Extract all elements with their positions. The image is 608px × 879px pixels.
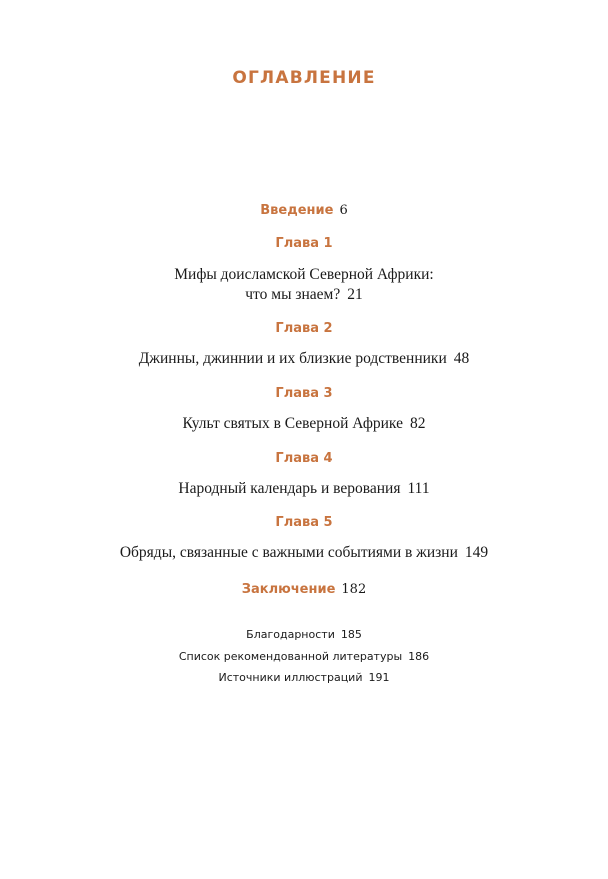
conclusion-label: Заключение bbox=[241, 582, 336, 597]
toc-entry-conclusion[interactable] bbox=[0, 580, 608, 598]
chapter-1-title-line2[interactable] bbox=[0, 285, 608, 305]
illustration-sources-title: Источники иллюстраций bbox=[218, 671, 363, 684]
chapter-4-label: Глава 4 bbox=[275, 451, 333, 466]
chapter-1-title-text: что мы знаем? bbox=[245, 286, 341, 303]
chapter-2-title: Джинны, джиннии и их близкие родственники bbox=[138, 350, 447, 367]
toc-entry-intro[interactable] bbox=[0, 201, 608, 219]
chapter-4-page-number: 111 bbox=[407, 480, 430, 497]
illustration-sources-page-number: 191 bbox=[368, 671, 390, 684]
chapter-3-title: Культ святых в Северной Африке bbox=[182, 415, 403, 432]
acknowledgements-title: Благодарности bbox=[246, 628, 335, 641]
chapter-3-entry[interactable] bbox=[0, 414, 608, 434]
chapter-1-label: Глава 1 bbox=[275, 236, 333, 251]
conclusion-page-number: 182 bbox=[341, 582, 367, 597]
chapter-2-entry[interactable] bbox=[0, 349, 608, 369]
chapter-3-page-number: 82 bbox=[409, 415, 426, 432]
reading-list-page-number: 186 bbox=[408, 650, 430, 663]
chapter-4-title: Народный календарь и верования bbox=[178, 480, 401, 497]
acknowledgements-page-number: 185 bbox=[340, 628, 362, 641]
back-matter-illustration-sources[interactable] bbox=[0, 671, 608, 684]
chapter-5-entry[interactable] bbox=[0, 543, 608, 563]
intro-page-number: 6 bbox=[339, 203, 348, 218]
chapter-2-label: Глава 2 bbox=[275, 321, 333, 336]
reading-list-title: Список рекомендованной литературы bbox=[178, 650, 403, 663]
chapter-1-page-number: 21 bbox=[347, 286, 363, 303]
chapter-3-label: Глава 3 bbox=[275, 386, 333, 401]
back-matter-acknowledgements[interactable] bbox=[0, 628, 608, 641]
chapter-4-entry[interactable] bbox=[0, 479, 608, 499]
toc-heading: ОГЛАВЛЕНИЕ bbox=[232, 68, 376, 88]
chapter-1-title-line1[interactable]: Мифы доисламской Северной Африки: bbox=[174, 266, 434, 283]
chapter-5-label: Глава 5 bbox=[275, 515, 333, 530]
chapter-5-page-number: 149 bbox=[464, 544, 489, 561]
intro-label: Введение bbox=[260, 203, 334, 218]
back-matter-reading-list[interactable] bbox=[0, 650, 608, 663]
chapter-2-page-number: 48 bbox=[453, 350, 470, 367]
chapter-5-title: Обряды, связанные с важными событиями в жизни bbox=[119, 544, 458, 561]
